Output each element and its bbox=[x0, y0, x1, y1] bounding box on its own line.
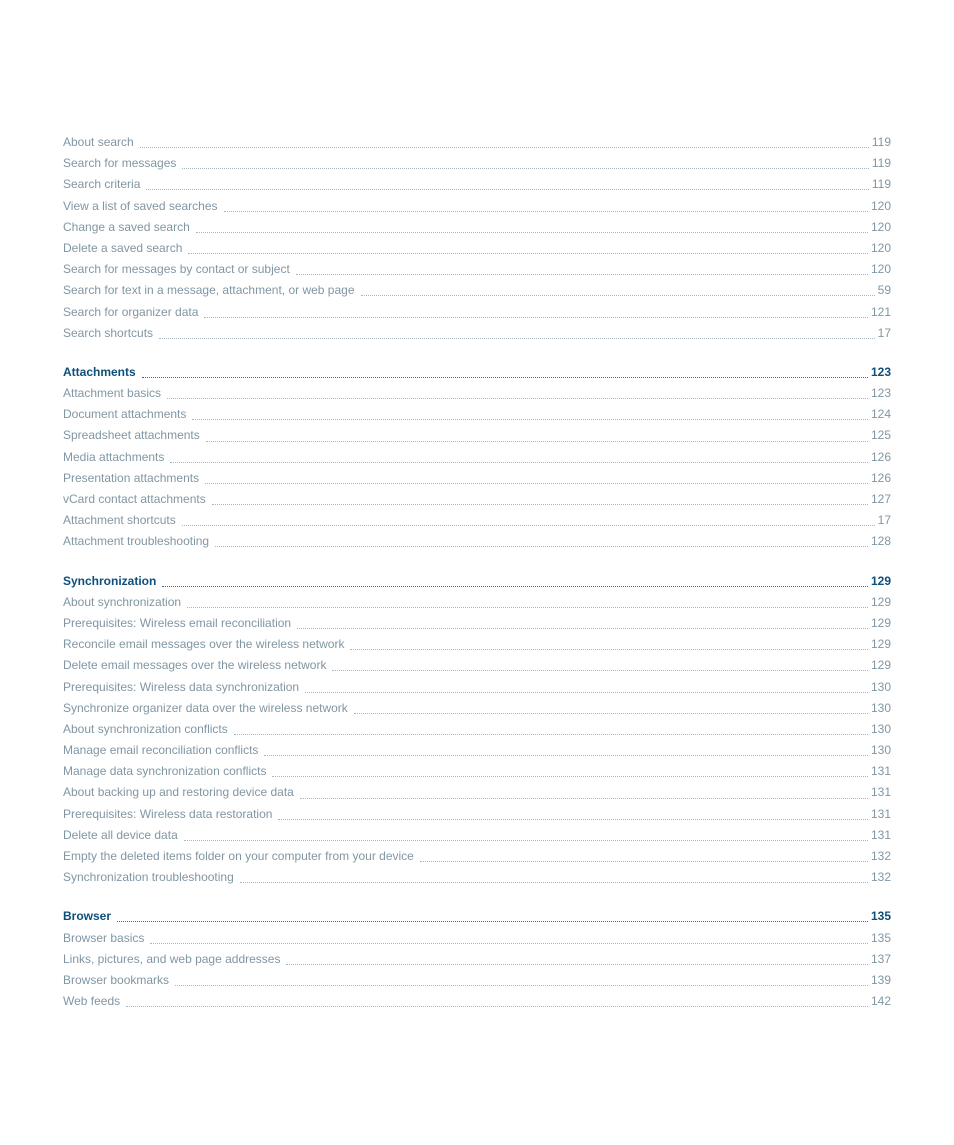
dot-leader bbox=[278, 819, 868, 820]
entry-page-number: 129 bbox=[870, 594, 891, 609]
dot-leader bbox=[170, 462, 868, 463]
chapter-title: Attachments bbox=[63, 364, 136, 379]
entry-page-number: 126 bbox=[870, 470, 891, 485]
toc-entry[interactable] bbox=[63, 196, 891, 217]
dot-leader bbox=[192, 419, 868, 420]
entry-page-number: 131 bbox=[870, 827, 891, 842]
entry-page-number: 119 bbox=[871, 156, 891, 171]
chapter-title: Browser bbox=[63, 909, 112, 924]
dot-leader bbox=[206, 441, 868, 442]
toc-entry[interactable] bbox=[63, 804, 891, 825]
dot-leader bbox=[305, 692, 868, 693]
entry-page-number: 131 bbox=[870, 806, 891, 821]
dot-leader bbox=[188, 253, 868, 254]
entry-title: Spreadsheet attachments bbox=[63, 428, 200, 443]
dot-leader bbox=[264, 755, 868, 756]
toc-entry[interactable] bbox=[63, 677, 891, 698]
entry-title: Search for messages bbox=[63, 156, 177, 171]
entry-title: About synchronization bbox=[63, 594, 182, 609]
dot-leader bbox=[204, 317, 868, 318]
toc-entry[interactable] bbox=[63, 655, 891, 676]
toc-entry[interactable] bbox=[63, 740, 891, 761]
chapter-page-number: 123 bbox=[870, 364, 891, 379]
dot-leader bbox=[162, 586, 868, 587]
toc-entry[interactable] bbox=[63, 949, 891, 970]
dot-leader bbox=[126, 1006, 868, 1007]
entry-title: Synchronization troubleshooting bbox=[63, 870, 234, 885]
dot-leader bbox=[184, 840, 868, 841]
entry-page-number: 129 bbox=[870, 615, 891, 630]
entry-page-number: 125 bbox=[870, 428, 891, 443]
toc-entry[interactable] bbox=[63, 425, 891, 446]
dot-leader bbox=[187, 607, 868, 608]
toc-entry[interactable] bbox=[63, 238, 891, 259]
entry-page-number: 17 bbox=[877, 513, 891, 528]
dot-leader bbox=[215, 546, 868, 547]
toc-entry[interactable] bbox=[63, 174, 891, 195]
entry-title: Empty the deleted items folder on your computer from your device bbox=[63, 849, 414, 863]
dot-leader bbox=[240, 882, 868, 883]
entry-title: View a list of saved searches bbox=[63, 198, 218, 213]
chapter-page-number: 129 bbox=[870, 573, 891, 588]
entry-title: Presentation attachments bbox=[63, 470, 200, 485]
entry-page-number: 131 bbox=[870, 785, 891, 800]
dot-leader bbox=[361, 295, 875, 296]
entry-page-number: 120 bbox=[870, 262, 891, 277]
dot-leader bbox=[420, 861, 868, 862]
toc-entry[interactable] bbox=[63, 404, 891, 425]
entry-page-number: 130 bbox=[870, 721, 891, 736]
toc-section bbox=[63, 906, 891, 1012]
entry-title: Delete all device data bbox=[63, 827, 178, 842]
dot-leader bbox=[272, 776, 868, 777]
dot-leader bbox=[300, 798, 868, 799]
entry-page-number: 121 bbox=[870, 304, 891, 319]
toc-chapter-heading[interactable] bbox=[63, 906, 891, 927]
entry-title: Search for messages by contact or subject bbox=[63, 262, 290, 277]
toc-entry[interactable] bbox=[63, 531, 891, 552]
entry-page-number: 137 bbox=[870, 951, 891, 966]
dot-leader bbox=[234, 734, 868, 735]
entry-page-number: 120 bbox=[870, 219, 891, 234]
entry-title: Search criteria bbox=[63, 177, 141, 192]
entry-page-number: 126 bbox=[870, 449, 891, 464]
entry-page-number: 17 bbox=[877, 325, 891, 340]
dot-leader bbox=[146, 189, 868, 190]
entry-title: Search shortcuts bbox=[63, 325, 154, 340]
entry-page-number: 130 bbox=[870, 700, 891, 715]
dot-leader bbox=[350, 649, 868, 650]
dot-leader bbox=[182, 168, 868, 169]
entry-title: Prerequisites: Wireless data synchronization bbox=[63, 679, 300, 694]
entry-page-number: 124 bbox=[870, 407, 891, 422]
dot-leader bbox=[212, 504, 868, 505]
entry-title: Manage data synchronization conflicts bbox=[63, 764, 267, 779]
toc-section bbox=[63, 362, 891, 553]
entry-title: Web feeds bbox=[63, 994, 121, 1009]
entry-page-number: 130 bbox=[870, 743, 891, 758]
toc-section bbox=[63, 571, 891, 889]
entry-title: Synchronize organizer data over the wireless network bbox=[63, 700, 348, 715]
dot-leader bbox=[167, 398, 868, 399]
entry-page-number: 59 bbox=[877, 283, 891, 298]
dot-leader bbox=[224, 211, 868, 212]
toc-entry[interactable] bbox=[63, 991, 891, 1012]
toc-entry[interactable] bbox=[63, 719, 891, 740]
toc-entry[interactable] bbox=[63, 489, 891, 510]
entry-page-number: 142 bbox=[870, 994, 891, 1009]
entry-title: Search for organizer data bbox=[63, 304, 199, 319]
entry-page-number: 139 bbox=[870, 972, 891, 987]
entry-page-number: 123 bbox=[870, 386, 891, 401]
entry-title: Delete email messages over the wireless network bbox=[63, 658, 327, 673]
entry-title: Search for text in a message, attachment, or web page bbox=[63, 283, 355, 298]
dot-leader bbox=[142, 377, 868, 378]
entry-title: Browser basics bbox=[63, 930, 145, 945]
dot-leader bbox=[196, 232, 868, 233]
table-of-contents bbox=[63, 132, 891, 1012]
dot-leader bbox=[150, 943, 868, 944]
entry-page-number: 127 bbox=[870, 492, 891, 506]
dot-leader bbox=[296, 274, 868, 275]
entry-title: Prerequisites: Wireless email reconciliation bbox=[63, 615, 292, 630]
toc-entry[interactable] bbox=[63, 970, 891, 991]
toc-entry[interactable] bbox=[63, 846, 891, 867]
dot-leader bbox=[159, 338, 875, 339]
toc-entry[interactable] bbox=[63, 782, 891, 803]
toc-entry[interactable] bbox=[63, 468, 891, 489]
entry-title: Media attachments bbox=[63, 449, 165, 464]
toc-chapter-heading[interactable] bbox=[63, 571, 891, 592]
toc-chapter-heading[interactable] bbox=[63, 362, 891, 383]
entry-page-number: 129 bbox=[870, 658, 891, 673]
toc-entry[interactable] bbox=[63, 613, 891, 634]
entry-title: Change a saved search bbox=[63, 219, 190, 234]
toc-entry[interactable] bbox=[63, 280, 891, 301]
entry-page-number: 130 bbox=[870, 679, 891, 694]
dot-leader bbox=[354, 713, 868, 714]
entry-page-number: 132 bbox=[870, 849, 891, 863]
entry-title: Document attachments bbox=[63, 407, 187, 422]
dot-leader bbox=[117, 921, 868, 922]
entry-page-number: 119 bbox=[871, 177, 891, 192]
entry-title: About backing up and restoring device data bbox=[63, 785, 294, 800]
toc-entry[interactable] bbox=[63, 510, 891, 531]
dot-leader bbox=[182, 525, 875, 526]
entry-title: About search bbox=[63, 135, 134, 149]
entry-title: Delete a saved search bbox=[63, 240, 183, 255]
toc-entry[interactable] bbox=[63, 302, 891, 323]
entry-title: Browser bookmarks bbox=[63, 972, 170, 987]
entry-title: vCard contact attachments bbox=[63, 492, 206, 506]
toc-entry[interactable] bbox=[63, 761, 891, 782]
entry-page-number: 131 bbox=[870, 764, 891, 779]
toc-entry[interactable] bbox=[63, 867, 891, 888]
entry-title: Links, pictures, and web page addresses bbox=[63, 951, 281, 966]
toc-entry[interactable] bbox=[63, 383, 891, 404]
dot-leader bbox=[140, 147, 869, 148]
entry-page-number: 119 bbox=[871, 135, 891, 149]
entry-title: Prerequisites: Wireless data restoration bbox=[63, 806, 273, 821]
toc-section bbox=[63, 132, 891, 344]
toc-entry[interactable] bbox=[63, 447, 891, 468]
entry-page-number: 135 bbox=[870, 930, 891, 945]
toc-entry[interactable] bbox=[63, 825, 891, 846]
toc-entry[interactable] bbox=[63, 217, 891, 238]
chapter-page-number: 135 bbox=[870, 909, 891, 924]
entry-title: Manage email reconciliation conflicts bbox=[63, 743, 259, 758]
toc-entry[interactable] bbox=[63, 323, 891, 344]
toc-entry[interactable] bbox=[63, 634, 891, 655]
toc-entry[interactable] bbox=[63, 132, 891, 153]
toc-entry[interactable] bbox=[63, 592, 891, 613]
dot-leader bbox=[297, 628, 868, 629]
entry-title: Reconcile email messages over the wireless network bbox=[63, 637, 345, 652]
entry-title: Attachment troubleshooting bbox=[63, 534, 210, 549]
dot-leader bbox=[332, 670, 868, 671]
chapter-title: Synchronization bbox=[63, 573, 157, 588]
dot-leader bbox=[175, 985, 868, 986]
toc-entry[interactable] bbox=[63, 153, 891, 174]
entry-page-number: 129 bbox=[870, 637, 891, 652]
entry-page-number: 128 bbox=[870, 534, 891, 549]
entry-page-number: 132 bbox=[870, 870, 891, 885]
entry-title: About synchronization conflicts bbox=[63, 721, 228, 736]
toc-entry[interactable] bbox=[63, 698, 891, 719]
toc-entry[interactable] bbox=[63, 259, 891, 280]
dot-leader bbox=[205, 483, 868, 484]
entry-title: Attachment basics bbox=[63, 386, 162, 401]
entry-page-number: 120 bbox=[870, 240, 891, 255]
entry-title: Attachment shortcuts bbox=[63, 513, 176, 528]
entry-page-number: 120 bbox=[870, 198, 891, 213]
dot-leader bbox=[286, 964, 868, 965]
toc-entry[interactable] bbox=[63, 928, 891, 949]
